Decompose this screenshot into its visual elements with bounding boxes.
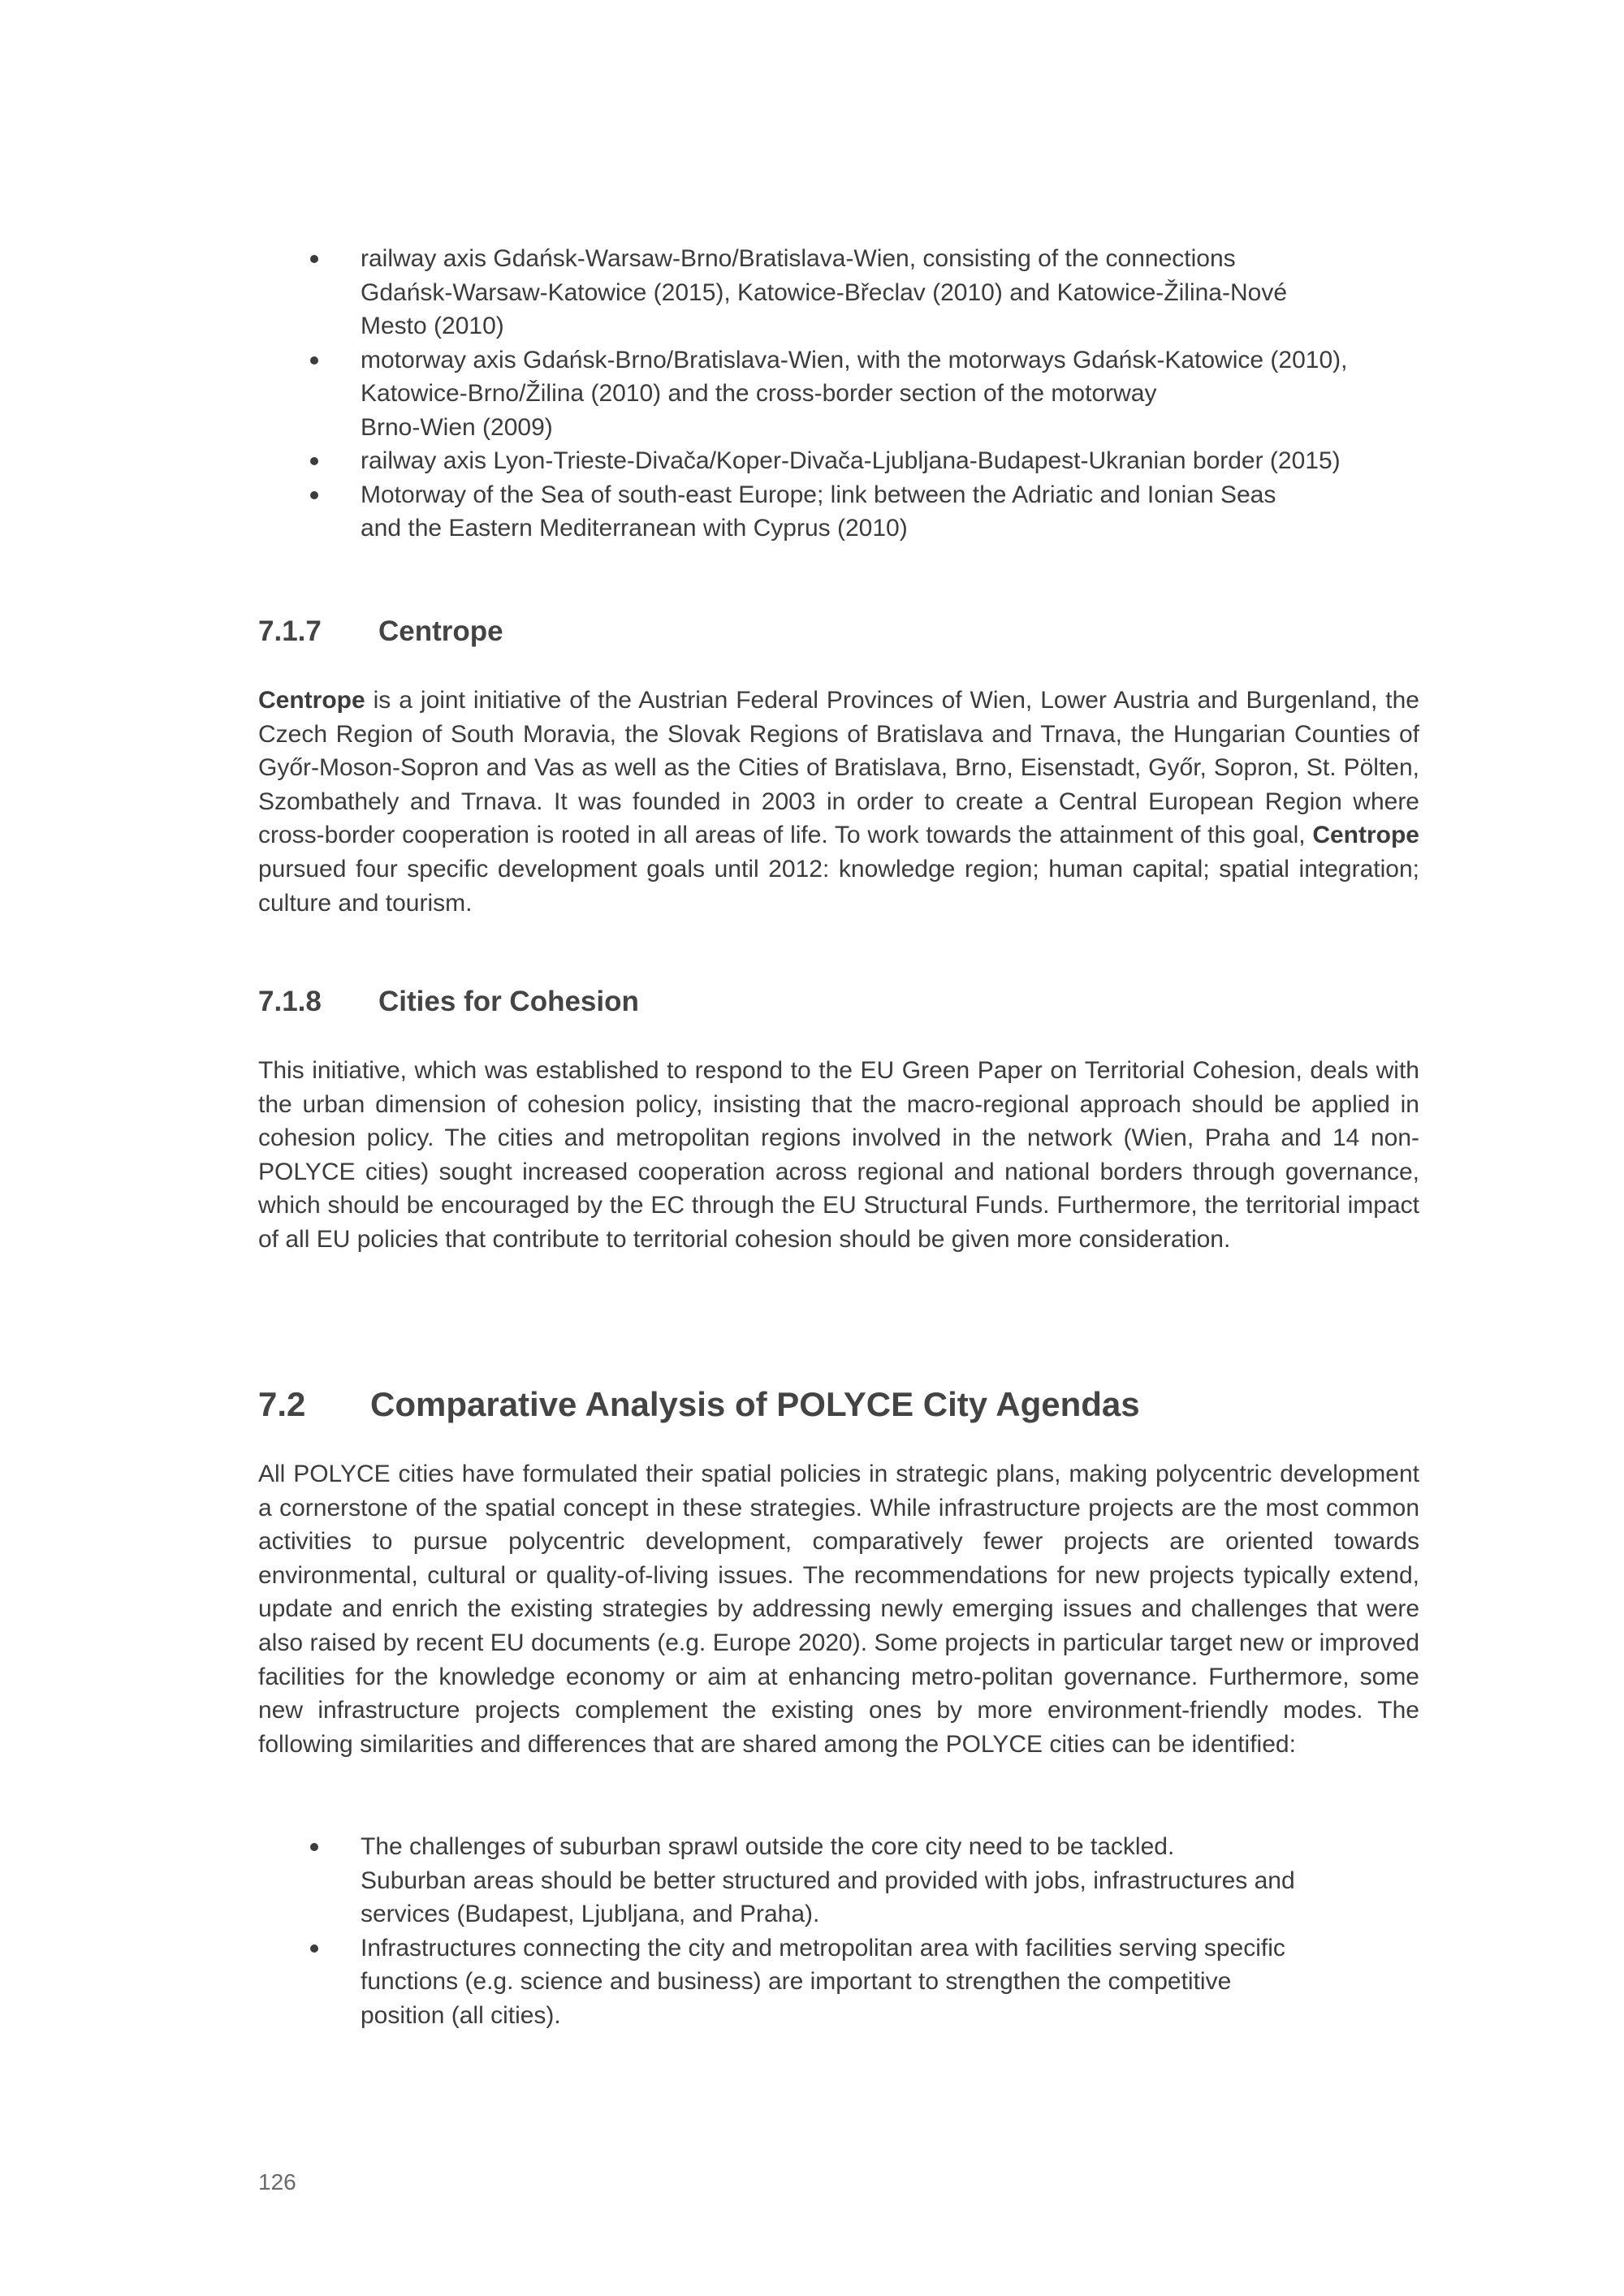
centrope-paragraph: Centrope is a joint initiative of the Austrian Federal Provinces of Wien, Lower Austria and Burgenland, the Czech Region of South Moravia, the Slovak Regions of Bratislava and Trnava, the Hungarian Counties of Győr-Moson-Sopron and Vas as well as the Cities of Bratislava, Brno, Eisenstadt, Győr, Sopron, St. Pölten, Szombathely and Trnava. It was founded in 2003 in order to create a Central European Region where cross-border cooperation is rooted in all areas of life. To work towards the attainment of this goal, Centrope pursued four specific development goals until 2012: knowledge region; human capital; spatial integration; culture and tourism. — [258, 687, 1419, 917]
list-item: railway axis Gdańsk-Warsaw-Brno/Bratislava-Wien, consisting of the connections Gdańsk-Warsaw-Katowice (2015), Katowice-Břeclav (2010) and Katowice-Žilina-Nové Mesto (2010) — [309, 242, 1421, 343]
list-item: Motorway of the Sea of south-east Europe; link between the Adriatic and Ionian Seas and the Eastern Mediterranean with Cyprus (2010) — [309, 478, 1421, 546]
heading-7-1-7 — [258, 614, 503, 650]
heading-title: Comparative Analysis of POLYCE City Agendas — [370, 1385, 1140, 1423]
heading-number: 7.1.7 — [258, 615, 322, 647]
heading-7-1-8 — [258, 984, 639, 1020]
list-item: The challenges of suburban sprawl outside the core city need to be tackled. Suburban areas should be better structured and provided with jobs, infrastructures and services (Budapest, Ljubljana, and Praha). — [309, 1830, 1421, 1931]
list-item: motorway axis Gdańsk-Brno/Bratislava-Wien, with the motorways Gdańsk-Katowice (2010), Katowice-Brno/Žilina (2010) and the cross-border section of the motorway Brno-Wien (2009) — [309, 343, 1421, 445]
heading-7-2 — [258, 1383, 1140, 1426]
page-number: 126 — [258, 2169, 296, 2195]
heading-title: Cities for Cohesion — [378, 986, 639, 1017]
list-item: railway axis Lyon-Trieste-Divača/Koper-Divača-Ljubljana-Budapest-Ukranian border (2015) — [309, 444, 1421, 478]
comparative-analysis-paragraph: All POLYCE cities have formulated their spatial policies in strategic plans, making polycentric development a cornerstone of the spatial concept in these strategies. While infrastructure projects are the most common activities to pursue polycentric development, comparatively fewer projects are oriented towards environmental, cultural or quality-of-living issues. The recommendations for new projects typically extend, update and enrich the existing strategies by addressing newly emerging issues and challenges that were also raised by recent EU documents (e.g. Europe 2020). Some projects in particular target new or improved facilities for the knowledge economy or aim at enhancing metro-politan governance. Furthermore, some new infrastructure projects complement the existing ones by more environment-friendly modes. The following similarities and differences that are shared among the POLYCE cities can be identified: — [258, 1461, 1419, 1758]
cities-for-cohesion-paragraph: This initiative, which was established to respond to the EU Green Paper on Territorial Cohesion, deals with the urban dimension of cohesion policy, insisting that the macro-regional approach should be applied in cohesion policy. The cities and metropolitan regions involved in the network (Wien, Praha and 14 non-POLYCE cities) sought increased cooperation across regional and national borders through governance, which should be encouraged by the EC through the EU Structural Funds. Furthermore, the territorial impact of all EU policies that contribute to territorial cohesion should be given more consideration. — [258, 1057, 1419, 1253]
transport-axes-list — [309, 242, 1421, 546]
heading-number: 7.2 — [258, 1385, 306, 1423]
list-item: Infrastructures connecting the city and metropolitan area with facilities serving specific functions (e.g. science and business) are important to strengthen the competitive position (all cities). — [309, 1931, 1421, 2033]
similarities-list — [309, 1830, 1421, 2032]
heading-title: Centrope — [378, 615, 503, 647]
heading-number: 7.1.8 — [258, 986, 322, 1017]
